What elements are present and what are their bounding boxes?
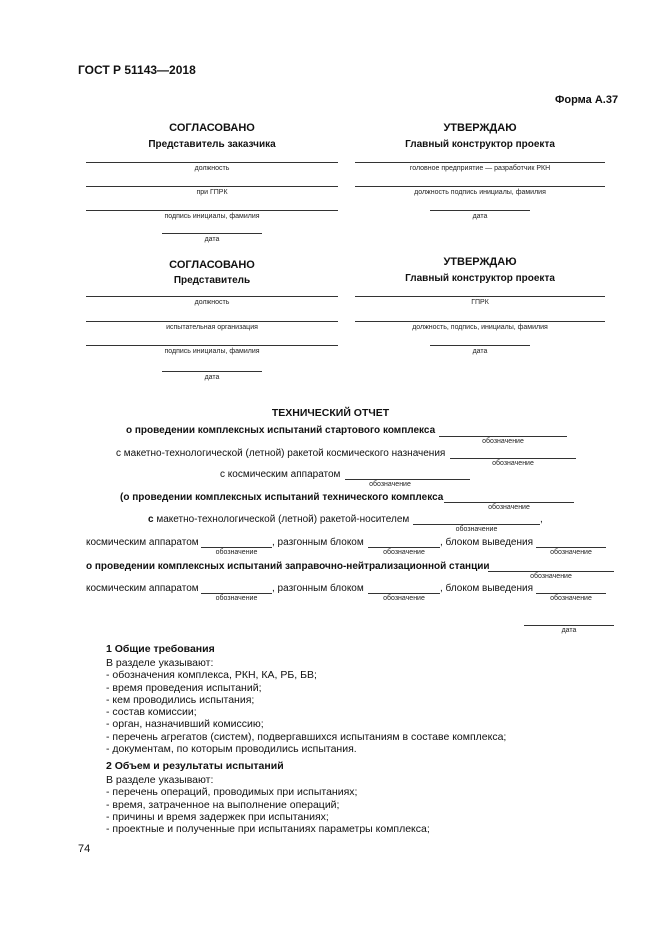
- designation-line: [201, 593, 272, 594]
- report-line-1: о проведении комплексных испытаний стартового комплекса: [126, 425, 436, 436]
- caption-designation: обозначение: [383, 549, 425, 556]
- caption-designation: обозначение: [383, 595, 425, 602]
- block-title: УТВЕРЖДАЮ: [443, 122, 517, 134]
- designation-line: [413, 524, 540, 525]
- report-line-2: с макетно-технологической (летной) ракетой космического назначения: [116, 448, 446, 459]
- date-line: [524, 625, 614, 626]
- date-line: [430, 210, 530, 211]
- list-item: - перечень агрегатов (систем), подвергавшихся испытаниям в составе комплекса;: [106, 730, 507, 743]
- date-line: [162, 371, 262, 372]
- list-item: - обозначения комплекса, РКН, КА, РБ, БВ;: [106, 669, 317, 682]
- section-title: 2 Объем и результаты испытаний: [106, 760, 284, 772]
- designation-line: [368, 547, 440, 548]
- signature-line: [86, 345, 338, 346]
- caption-gprk: ГПРК: [471, 299, 489, 306]
- block-title: УТВЕРЖДАЮ: [443, 256, 517, 268]
- report-line-6-launch-block: , блоком выведения: [440, 537, 534, 548]
- caption-designation: обозначение: [215, 549, 258, 556]
- designation-line: [345, 479, 470, 480]
- caption-signature: подпись инициалы, фамилия: [164, 348, 260, 355]
- designation-line: [439, 436, 567, 437]
- block-title: СОГЛАСОВАНО: [169, 259, 255, 271]
- list-item: - проектные и полученные при испытаниях параметры комплекса;: [106, 823, 430, 836]
- section-title: 1 Общие требования: [106, 643, 215, 655]
- list-item: - перечень операций, проводимых при испытаниях;: [106, 786, 358, 799]
- report-line-7: о проведении комплексных испытаний заправочно-нейтрализационной станции: [86, 561, 490, 572]
- caption-designation: обозначение: [488, 504, 530, 511]
- caption-date: дата: [204, 236, 220, 243]
- signature-line: [355, 162, 605, 163]
- signature-line: [86, 321, 338, 322]
- signature-line: [86, 186, 338, 187]
- signature-line: [86, 162, 338, 163]
- designation-line: [536, 547, 606, 548]
- caption-date: дата: [472, 348, 488, 355]
- caption-designation: обозначение: [550, 549, 592, 556]
- designation-line: [488, 571, 614, 572]
- section-general-requirements: [106, 643, 506, 755]
- designation-line: [201, 547, 272, 548]
- block-subtitle: Главный конструктор проекта: [405, 139, 555, 150]
- block-subtitle: Представитель: [173, 275, 251, 286]
- designation-line: [536, 593, 606, 594]
- caption-designation: обозначение: [550, 595, 592, 602]
- report-line-5: [148, 514, 409, 525]
- caption-date: дата: [204, 374, 220, 381]
- page-number: 74: [78, 843, 91, 855]
- report-line-4: (о проведении комплексных испытаний технического комплекса: [120, 492, 444, 503]
- caption-date: дата: [561, 627, 577, 634]
- caption-designation: обозначение: [482, 438, 524, 445]
- report-line-5-text: макетно-технологической (летной) ракетой-носителем: [153, 514, 410, 525]
- caption-designation: обозначение: [369, 481, 411, 488]
- list-item: - причины и время задержек при испытаниях;: [106, 810, 329, 823]
- caption-enterprise: головное предприятие — разработчик РКН: [409, 165, 551, 172]
- block-subtitle: Представитель заказчика: [148, 139, 276, 150]
- report-line-8-launch-block: , блоком выведения: [440, 583, 534, 594]
- report-line-8-upper-stage: , разгонным блоком: [272, 583, 364, 594]
- signature-line: [86, 296, 338, 297]
- report-title: ТЕХНИЧЕСКИЙ ОТЧЕТ: [271, 407, 390, 419]
- date-line: [162, 233, 262, 234]
- caption-signature: должность подпись инициалы, фамилия: [414, 189, 546, 196]
- form-number: Форма А.37: [555, 94, 619, 106]
- section-scope-results: [106, 760, 430, 835]
- caption-designation: обозначение: [492, 460, 534, 467]
- report-line-6-upper-stage: , разгонным блоком: [272, 537, 364, 548]
- section-intro: В разделе указывают:: [106, 774, 214, 786]
- caption-designation: обозначение: [455, 526, 498, 533]
- list-item: - состав комиссии;: [106, 706, 197, 719]
- designation-line: [444, 502, 574, 503]
- signature-line: [355, 321, 605, 322]
- caption-date: дата: [472, 213, 488, 220]
- date-line: [430, 345, 530, 346]
- section-intro: В разделе указывают:: [106, 657, 214, 669]
- list-item: - кем проводились испытания;: [106, 693, 255, 706]
- designation-line: [368, 593, 440, 594]
- signature-line: [355, 296, 605, 297]
- list-item: - орган, назначивший комиссию;: [106, 718, 264, 731]
- report-line-3: с космическим аппаратом: [220, 469, 341, 480]
- signature-line: [355, 186, 605, 187]
- caption-signature: подпись инициалы, фамилия: [164, 213, 260, 220]
- list-item: - время, затраченное на выполнение операций;: [106, 798, 340, 811]
- report-line-5-comma: ,: [540, 514, 543, 525]
- caption-org: испытательная организация: [166, 324, 258, 331]
- caption-position: должность: [194, 299, 230, 306]
- block-title: СОГЛАСОВАНО: [169, 122, 255, 134]
- report-line-5-prefix: с: [148, 514, 154, 525]
- list-item: - время проведения испытаний;: [106, 681, 262, 694]
- caption-signature: должность, подпись, инициалы, фамилия: [412, 324, 548, 331]
- signature-line: [86, 210, 338, 211]
- designation-line: [450, 458, 576, 459]
- caption-designation: обозначение: [215, 595, 258, 602]
- standard-number: ГОСТ Р 51143—2018: [78, 63, 196, 77]
- report-line-6-spacecraft: космическим аппаратом: [86, 537, 199, 548]
- caption-org: при ГПРК: [196, 189, 228, 196]
- report-line-8-spacecraft: космическим аппаратом: [86, 583, 199, 594]
- caption-position: должность: [194, 165, 230, 172]
- block-subtitle: Главный конструктор проекта: [405, 273, 555, 284]
- caption-designation: обозначение: [530, 573, 572, 580]
- list-item: - документам, по которым проводились испытания.: [106, 743, 357, 756]
